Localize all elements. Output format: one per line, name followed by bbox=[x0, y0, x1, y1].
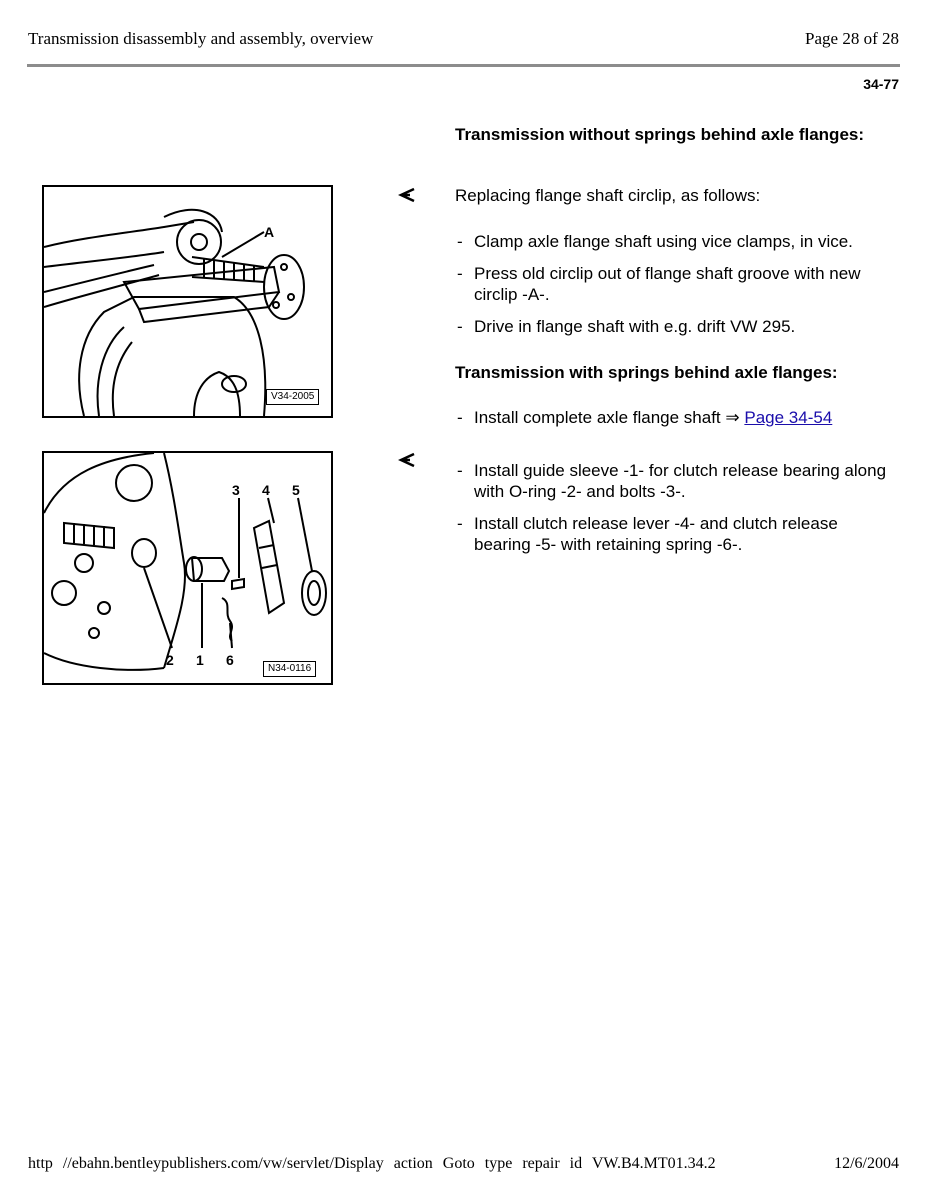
list-item bbox=[457, 513, 887, 555]
arrow-left-icon bbox=[398, 452, 416, 468]
figure-callout-5: 5 bbox=[292, 482, 300, 498]
list-item bbox=[457, 316, 887, 337]
header-divider bbox=[27, 64, 900, 67]
arrow-left-icon bbox=[398, 187, 416, 203]
figure-flange-shaft-circlip bbox=[42, 185, 333, 418]
footer-date: 12/6/2004 bbox=[834, 1155, 899, 1172]
clutch-assembly-illustration bbox=[44, 453, 331, 683]
list-item-text: Install complete axle flange shaft bbox=[474, 408, 721, 427]
figure-callout-6: 6 bbox=[226, 652, 234, 668]
figure-callout-a: A bbox=[264, 224, 275, 240]
figure-code: V34-2005 bbox=[266, 389, 319, 405]
list-item-text: Install guide sleeve -1- for clutch release bearing along with O-ring -2- and bolts -3-. bbox=[474, 461, 887, 501]
list-item-text: Press old circlip out of flange shaft groove with new circlip -A-. bbox=[474, 264, 861, 304]
flange-shaft-illustration bbox=[44, 187, 331, 416]
list-item bbox=[457, 460, 887, 502]
list-item bbox=[457, 231, 887, 252]
footer-url: http //ebahn.bentleypublishers.com/vw/servlet/Display action Goto type repair id VW.B4.MT01.34.2 bbox=[28, 1155, 716, 1172]
bullet-dash: - bbox=[457, 232, 463, 251]
bullet-dash: - bbox=[457, 461, 463, 480]
list-item bbox=[457, 407, 887, 428]
bullet-dash: - bbox=[457, 264, 463, 283]
bullet-dash: - bbox=[457, 408, 463, 427]
heading-with-springs: Transmission with springs behind axle flanges: bbox=[455, 363, 838, 382]
page-number: Page 28 of 28 bbox=[805, 29, 899, 48]
figure-code: N34-0116 bbox=[263, 661, 316, 677]
document-title: Transmission disassembly and assembly, overview bbox=[28, 29, 374, 48]
link-arrow: ⇒ bbox=[725, 408, 740, 427]
figure-callout-3: 3 bbox=[232, 482, 240, 498]
figure-callout-2: 2 bbox=[166, 652, 174, 668]
heading-without-springs: Transmission without springs behind axle flanges: bbox=[455, 125, 865, 144]
bullet-dash: - bbox=[457, 317, 463, 336]
list-item-text: Install clutch release lever -4- and clutch release bearing -5- with retaining spring -6-. bbox=[474, 514, 838, 554]
list-item-text: Drive in flange shaft with e.g. drift VW 295. bbox=[474, 317, 796, 336]
figure-callout-1: 1 bbox=[196, 652, 204, 668]
figure-clutch-release-bearing bbox=[42, 451, 333, 685]
intro-text: Replacing flange shaft circlip, as follows: bbox=[455, 186, 761, 205]
list-item-text: Clamp axle flange shaft using vice clamps, in vice. bbox=[474, 232, 853, 251]
figure-callout-4: 4 bbox=[262, 482, 270, 498]
section-code: 34-77 bbox=[863, 76, 899, 92]
page-link[interactable]: Page 34-54 bbox=[744, 408, 833, 427]
list-item bbox=[457, 263, 887, 305]
bullet-dash: - bbox=[457, 514, 463, 533]
